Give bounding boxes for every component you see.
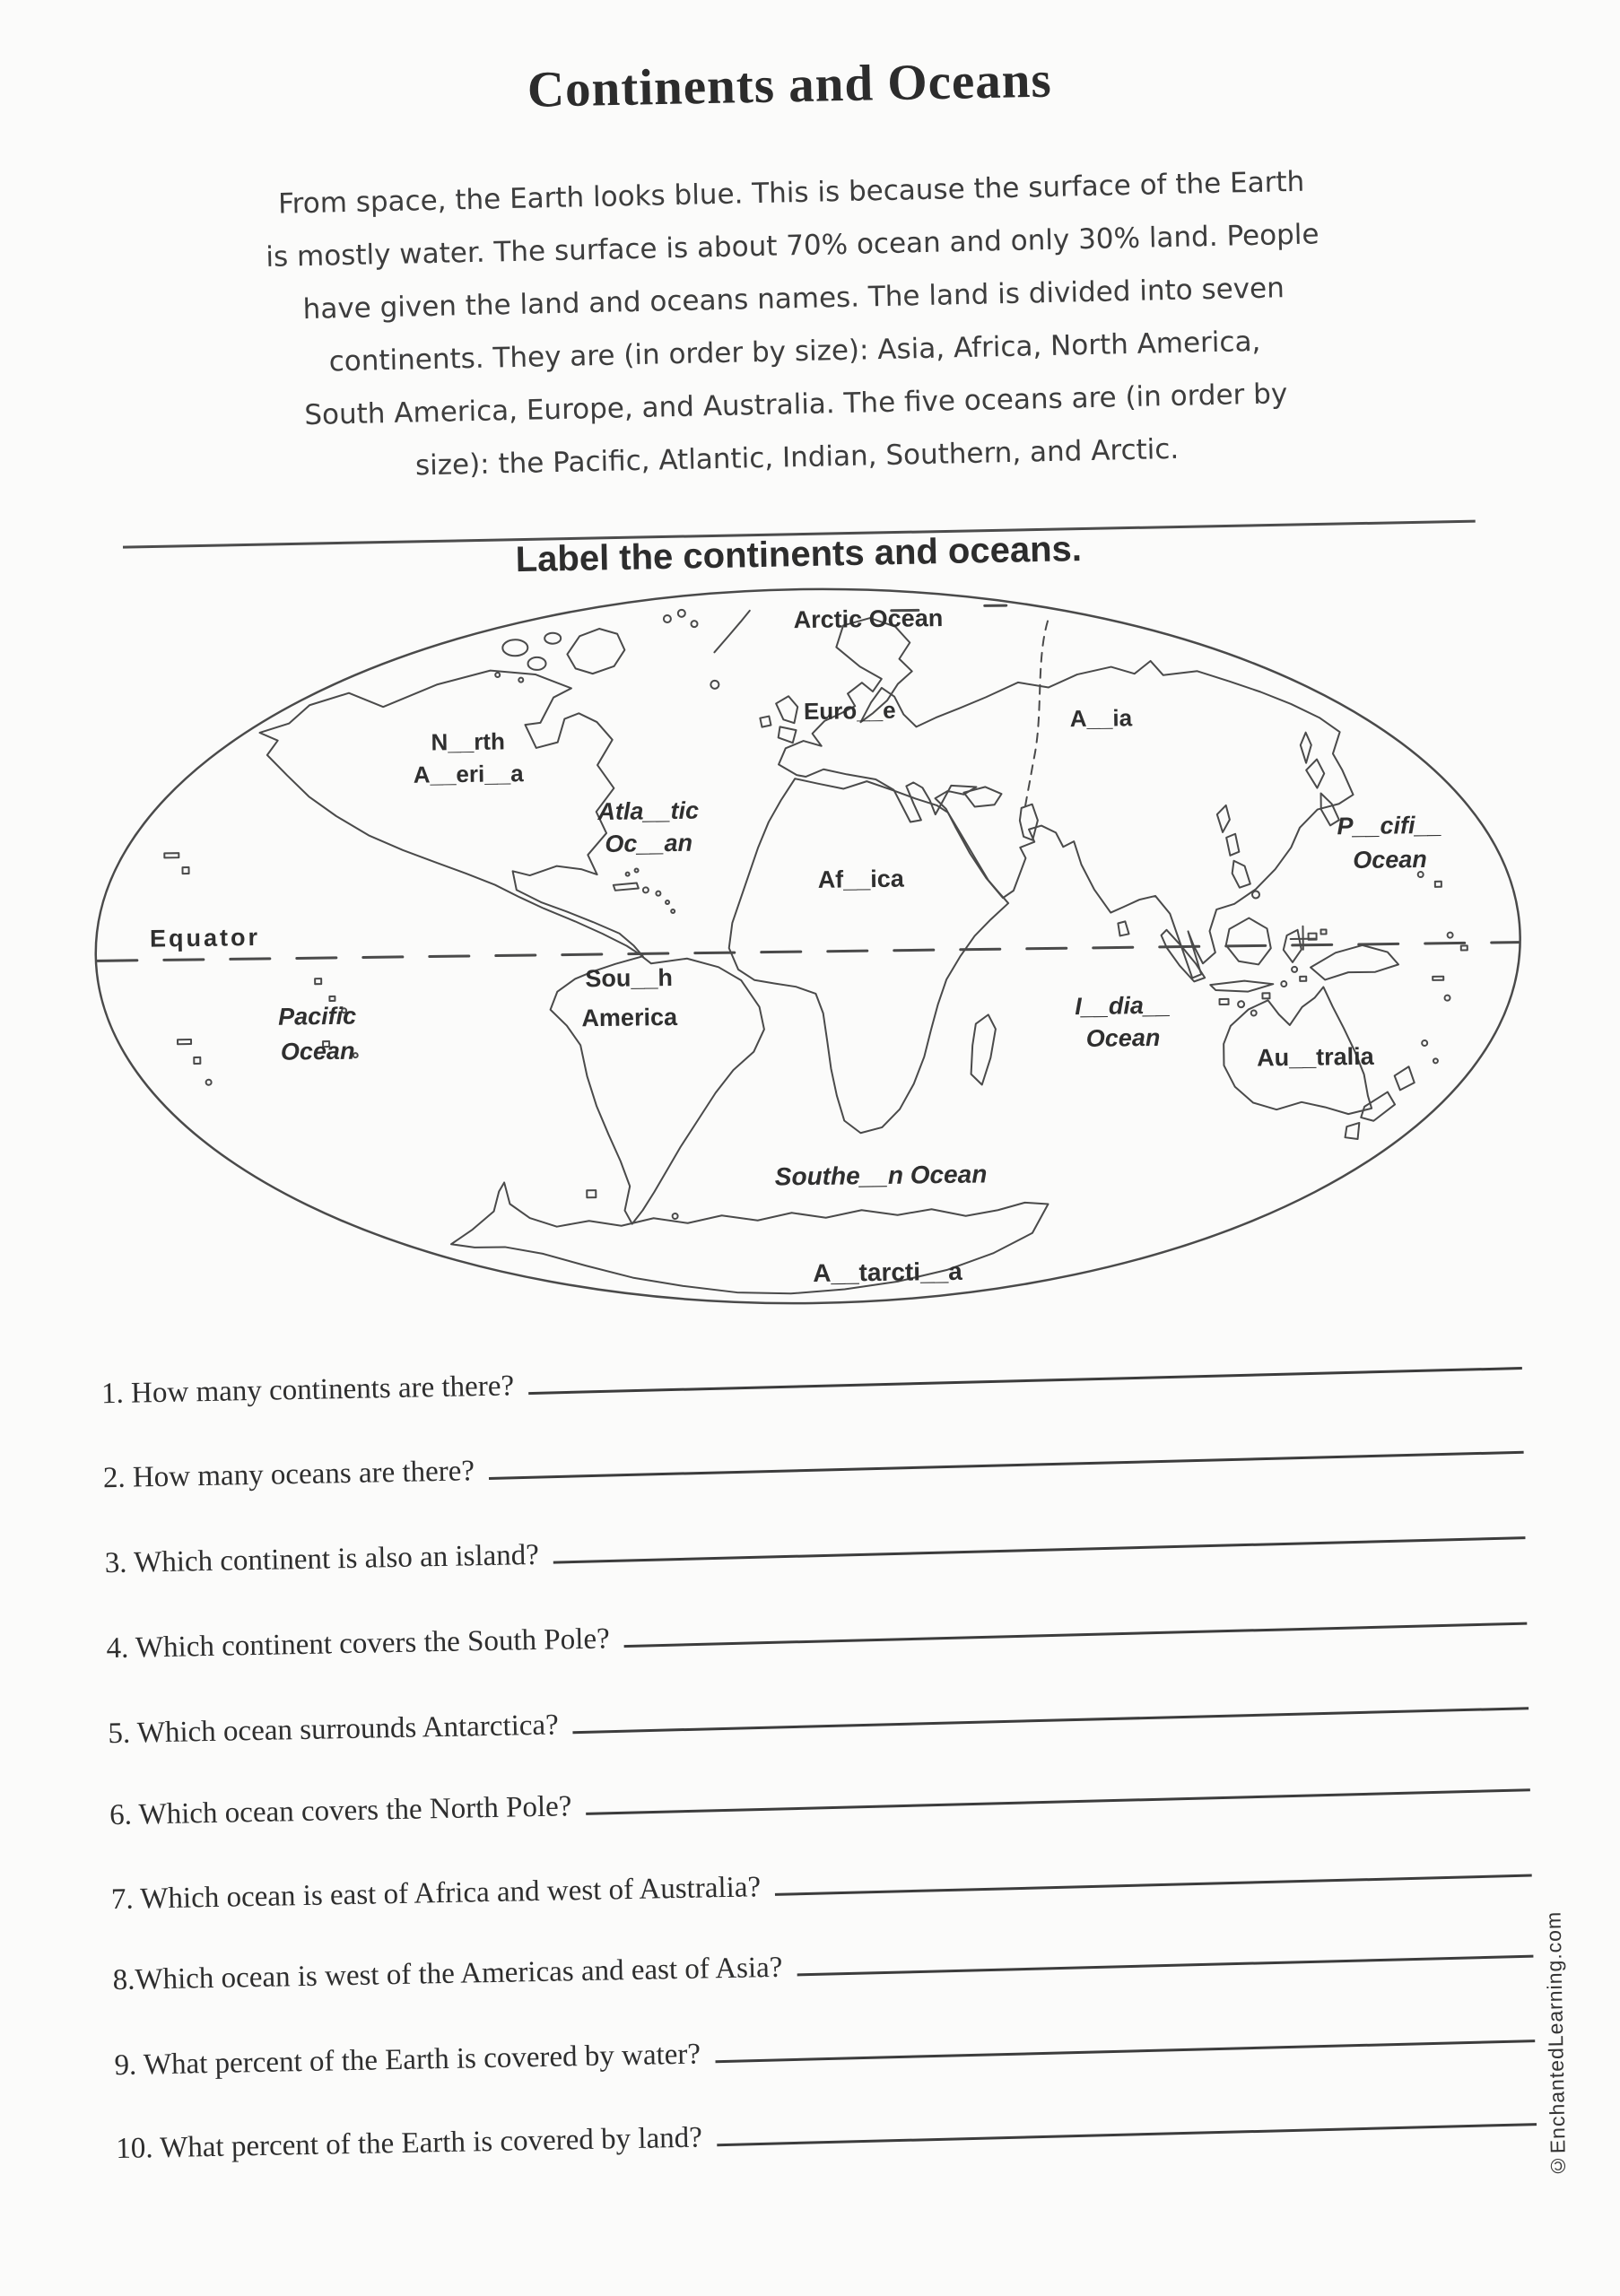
map-label-line: Ocean bbox=[280, 1037, 355, 1065]
question-text: 2. How many oceans are there? bbox=[102, 1455, 475, 1495]
question-text: 6. Which ocean covers the North Pole? bbox=[109, 1790, 572, 1832]
map-label-line: Ocean bbox=[1085, 1023, 1161, 1052]
map-label-line: N__rth bbox=[431, 727, 506, 756]
question-row bbox=[104, 1516, 1526, 1580]
page-title: Continents and Oceans bbox=[527, 51, 1053, 118]
question-text: 1. How many continents are there? bbox=[100, 1370, 515, 1411]
question-text: 5. Which ocean surrounds Antarctica? bbox=[108, 1709, 560, 1751]
map-label-line: Pacific bbox=[277, 1002, 357, 1031]
answer-blank-line bbox=[714, 2013, 1535, 2063]
question-row bbox=[102, 1431, 1524, 1495]
question-text: 7. Which ocean is east of Africa and west of Australia? bbox=[110, 1871, 762, 1917]
answer-blank-line bbox=[797, 1928, 1534, 1977]
map-label-line: P__cifi__ bbox=[1337, 811, 1442, 840]
answer-blank-line bbox=[716, 2096, 1537, 2146]
intro-line: size): the Pacific, Atlantic, Indian, Southern, and Arctic. bbox=[414, 432, 1180, 483]
map-label-equator: Equator bbox=[149, 923, 261, 952]
question-text: 3. Which continent is also an island? bbox=[104, 1538, 540, 1580]
question-text: 4. Which continent covers the South Pole? bbox=[106, 1622, 611, 1665]
question-row bbox=[101, 1346, 1523, 1411]
map-label-arctic-ocean: Arctic Ocean bbox=[793, 604, 944, 634]
map-instruction-heading: Label the continents and oceans. bbox=[515, 529, 1083, 580]
question-text: 10. What percent of the Earth is covered by land? bbox=[115, 2121, 703, 2166]
map-label-line: A__eri__a bbox=[413, 760, 524, 788]
intro-line: South America, Europe, and Australia. The five oceans are (in order by bbox=[304, 378, 1288, 432]
map-label-line: Sou__h bbox=[585, 963, 674, 993]
copyright-vertical-text: ©EnchantedLearning.com bbox=[1541, 1910, 1571, 2179]
question-row bbox=[108, 1686, 1529, 1751]
map-label-australia: Au__tralia bbox=[1256, 1042, 1374, 1072]
map-label-asia: A__ia bbox=[1069, 704, 1133, 733]
map-label-africa: Af__ica bbox=[817, 865, 904, 893]
question-row bbox=[112, 1933, 1534, 1997]
map-label-line: Oc__an bbox=[605, 829, 693, 857]
question-text: 8.Which ocean is west of the Americas and east of Asia? bbox=[112, 1951, 783, 1997]
map-label-line: Ocean bbox=[1353, 845, 1427, 874]
map-label-antarctica: A__tarcti__a bbox=[812, 1257, 962, 1287]
question-row bbox=[114, 2018, 1536, 2083]
question-list bbox=[75, 0, 1540, 2296]
map-label-line: America bbox=[581, 1003, 678, 1032]
map-label-line: Atla__tic bbox=[597, 796, 700, 826]
intro-line: From space, the Earth looks blue. This is because the surface of the Earth bbox=[277, 165, 1305, 221]
map-label-southern-ocean: Southe__n Ocean bbox=[774, 1160, 988, 1191]
question-row bbox=[109, 1768, 1531, 1832]
map-label-europe: Euro__e bbox=[803, 696, 896, 726]
answer-blank-line bbox=[527, 1340, 1521, 1395]
question-text: 9. What percent of the Earth is covered by water? bbox=[114, 2038, 701, 2083]
map-label-line: I__dia__ bbox=[1075, 991, 1171, 1021]
question-row bbox=[106, 1601, 1528, 1665]
answer-blank-line bbox=[586, 1761, 1530, 1815]
intro-line: is mostly water. The surface is about 70% ocean and only 30% land. People bbox=[266, 218, 1320, 274]
question-row bbox=[116, 2101, 1537, 2166]
answer-blank-line bbox=[774, 1848, 1531, 1896]
intro-line: continents. They are (in order by size): Asia, Africa, North America, bbox=[328, 325, 1261, 378]
question-row bbox=[111, 1852, 1533, 1917]
answer-blank-line bbox=[488, 1424, 1523, 1480]
answer-blank-line bbox=[623, 1596, 1527, 1648]
answer-blank-line bbox=[553, 1509, 1525, 1563]
answer-blank-line bbox=[572, 1680, 1529, 1734]
intro-line: have given the land and oceans names. The land is divided into seven bbox=[302, 272, 1285, 326]
